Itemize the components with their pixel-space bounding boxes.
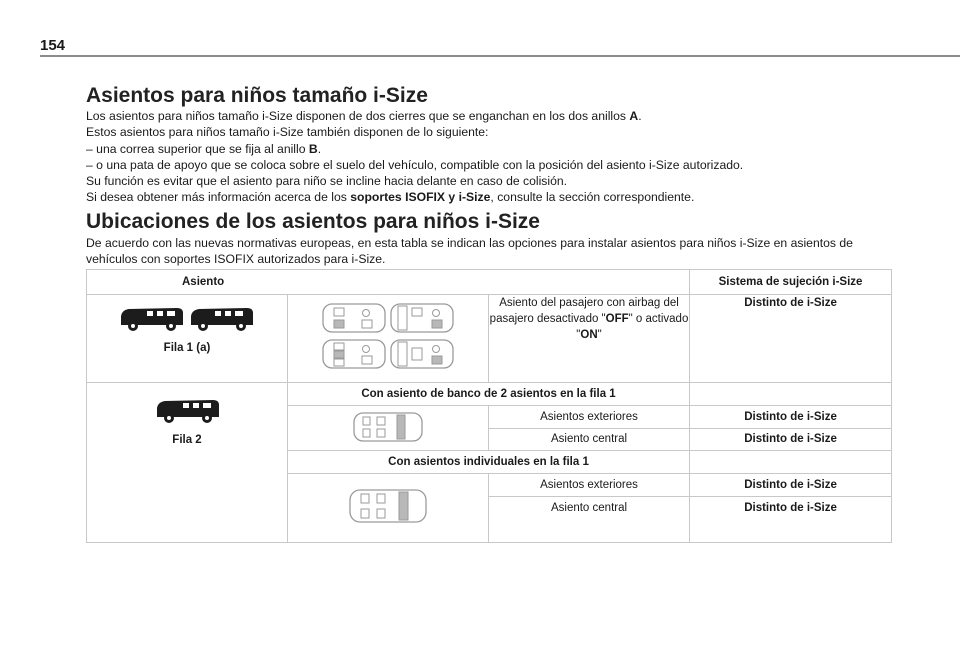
group1-title: Con asiento de banco de 2 asientos en la fila 1 bbox=[288, 383, 690, 406]
car-topview-icon bbox=[353, 411, 423, 443]
body-line: – una correa superior que se fija al anillo B. bbox=[86, 141, 322, 156]
group2-item-value: Distinto de i-Size bbox=[690, 473, 892, 496]
group1-item-value: Distinto de i-Size bbox=[690, 405, 892, 428]
van-icon bbox=[119, 303, 255, 333]
body-line: – o una pata de apoyo que se coloca sobre el suelo del vehículo, compatible con la posición del asiento i-Size autorizado. bbox=[86, 157, 744, 172]
header-system: Sistema de sujeción i-Size bbox=[690, 270, 892, 295]
group2-item-value: Distinto de i-Size bbox=[690, 496, 892, 542]
section-body-isize bbox=[86, 108, 886, 206]
row1-label: Fila 1 (a) bbox=[163, 341, 211, 354]
group2-diagram-cell bbox=[288, 473, 489, 542]
group2-empty bbox=[690, 451, 892, 474]
car-topview-icon bbox=[349, 488, 427, 524]
row2-label: Fila 2 bbox=[172, 434, 202, 447]
group2-item-pos: Asiento central bbox=[489, 496, 690, 542]
body-line: Estos asientos para niños tamaño i-Size también disponen de lo siguiente: bbox=[86, 125, 489, 140]
row1-seat-cell bbox=[87, 294, 288, 383]
header-rule bbox=[40, 55, 960, 57]
row1-value: Distinto de i-Size bbox=[690, 294, 892, 383]
group2-title: Con asientos individuales en la fila 1 bbox=[288, 451, 690, 474]
row1-description: Asiento del pasajero con airbag del pasajero desactivado "OFF" o activado "ON" bbox=[489, 294, 690, 383]
row2-seat-cell bbox=[87, 383, 288, 543]
group1-item-pos: Asientos exteriores bbox=[489, 405, 690, 428]
group1-empty bbox=[690, 383, 892, 406]
section-title-locations: Ubicaciones de los asientos para niños i-Size bbox=[86, 210, 540, 233]
section-title-isize: Asientos para niños tamaño i-Size bbox=[86, 84, 428, 107]
header-seat: Asiento bbox=[87, 270, 690, 295]
car-topview-icon bbox=[390, 302, 454, 334]
page-number: 154 bbox=[40, 37, 66, 54]
car-topview-icon bbox=[322, 302, 386, 334]
car-topview-icon bbox=[390, 338, 454, 370]
body-line: Los asientos para niños tamaño i-Size disponen de dos cierres que se enganchan en los dos anillos A. bbox=[86, 109, 642, 123]
isize-table bbox=[86, 269, 891, 543]
section-intro-locations: De acuerdo con las nuevas normativas europeas, en esta tabla se indican las opciones para instalar asientos para niños i-Size en asientos de vehículos con soportes ISOFIX autorizados para i-Size. bbox=[86, 236, 853, 267]
row1-diagrams-cell bbox=[288, 294, 489, 383]
body-line: Su función es evitar que el asiento para niño se incline hacia delante en caso de colisión. bbox=[86, 174, 568, 189]
body-line: Si desea obtener más información acerca de los soportes ISOFIX y i-Size, consulte la sección correspondiente. bbox=[86, 190, 695, 205]
group1-diagram-cell bbox=[288, 405, 489, 450]
group1-item-value: Distinto de i-Size bbox=[690, 428, 892, 451]
van-icon bbox=[155, 395, 219, 425]
car-topview-icon bbox=[322, 338, 386, 370]
group2-item-pos: Asientos exteriores bbox=[489, 473, 690, 496]
group1-item-pos: Asiento central bbox=[489, 428, 690, 451]
